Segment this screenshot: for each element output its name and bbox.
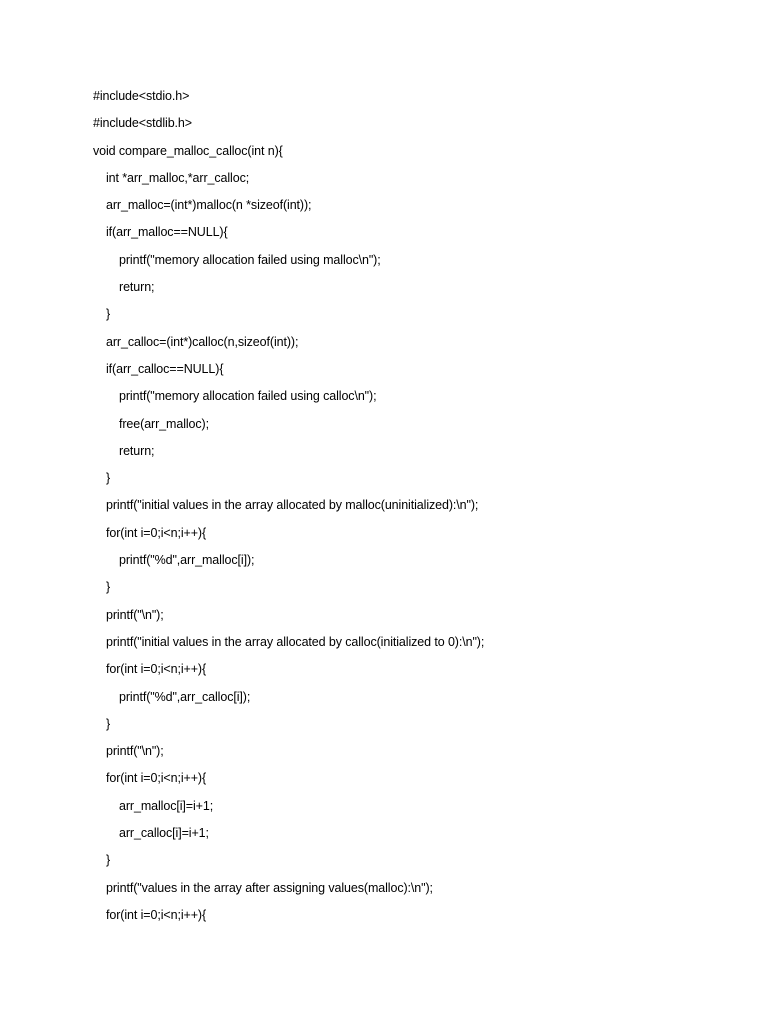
code-line: if(arr_malloc==NULL){ [106, 225, 228, 240]
code-line: printf("memory allocation failed using malloc\n"); [119, 252, 381, 267]
code-line: free(arr_malloc); [119, 416, 209, 431]
code-line: printf("\n"); [106, 744, 164, 759]
code-line: void compare_malloc_calloc(int n){ [93, 143, 283, 158]
code-line: arr_calloc[i]=i+1; [119, 826, 209, 841]
code-line: for(int i=0;i<n;i++){ [106, 662, 207, 677]
code-line: printf("values in the array after assigning values(malloc):\n"); [106, 880, 433, 895]
code-line: } [106, 853, 111, 868]
code-line: arr_malloc=(int*)malloc(n *sizeof(int)); [106, 198, 312, 213]
code-block [93, 86, 733, 932]
code-line: if(arr_calloc==NULL){ [106, 361, 224, 376]
code-line: } [106, 716, 111, 731]
code-line: return; [119, 280, 155, 295]
code-line: for(int i=0;i<n;i++){ [106, 771, 207, 786]
code-line: printf("initial values in the array allocated by calloc(initialized to 0):\n"); [106, 634, 485, 649]
code-line: } [106, 580, 111, 595]
code-line: arr_malloc[i]=i+1; [119, 798, 214, 813]
code-line: printf("memory allocation failed using calloc\n"); [119, 389, 377, 404]
code-line: printf("%d",arr_malloc[i]); [119, 553, 255, 568]
code-line: for(int i=0;i<n;i++){ [106, 907, 207, 922]
code-line: } [106, 471, 111, 486]
code-line: } [106, 307, 111, 322]
code-line: #include<stdio.h> [93, 89, 190, 103]
code-line: printf("%d",arr_calloc[i]); [119, 689, 251, 704]
code-line: int *arr_malloc,*arr_calloc; [106, 170, 250, 185]
code-line: #include<stdlib.h> [93, 116, 192, 131]
code-line: arr_calloc=(int*)calloc(n,sizeof(int)); [106, 334, 299, 349]
code-line: printf("\n"); [106, 607, 164, 622]
code-line: for(int i=0;i<n;i++){ [106, 525, 207, 540]
code-line: return; [119, 443, 155, 458]
code-line: printf("initial values in the array allocated by malloc(uninitialized):\n"); [106, 498, 479, 513]
